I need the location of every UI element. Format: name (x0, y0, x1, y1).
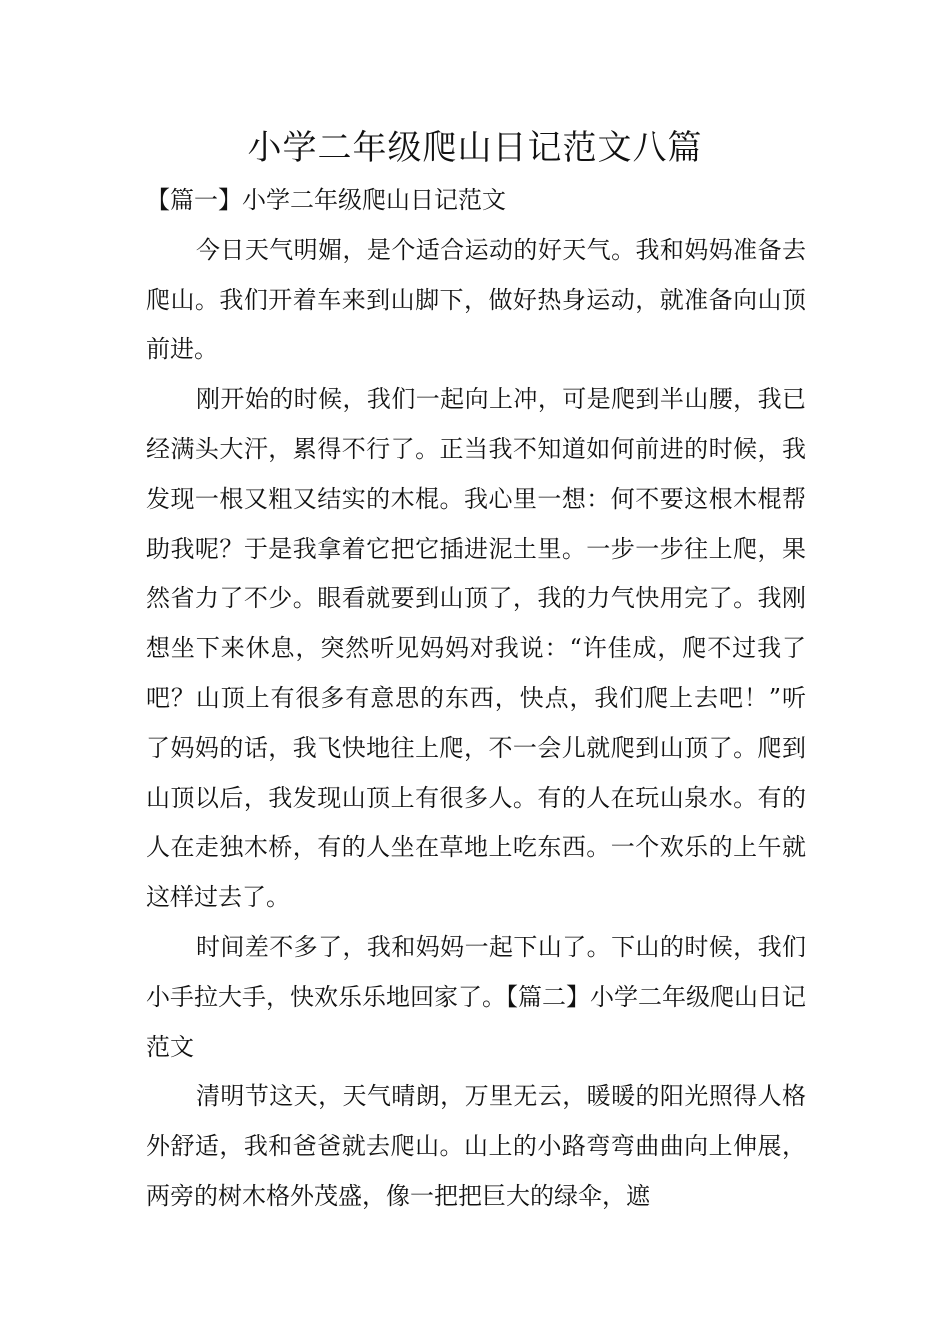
document-body (146, 176, 806, 1222)
paragraph: 刚开始的时候，我们一起向上冲，可是爬到半山腰，我已经满头大汗，累得不行了。正当我不知道如何前进的时候，我发现一根又粗又结实的木棍。我心里一想：何不要这根木棍帮助我呢？于是我拿着它把它插进泥土里。一步一步往上爬，果然省力了不少。眼看就要到山顶了，我的力气快用完了。我刚想坐下来休息，突然听见妈妈对我说：“许佳成，爬不过我了吧？山顶上有很多有意思的东西，快点，我们爬上去吧！”听了妈妈的话，我飞快地往上爬，不一会儿就爬到山顶了。爬到山顶以后，我发现山顶上有很多人。有的人在玩山泉水。有的人在走独木桥，有的人坐在草地上吃东西。一个欢乐的上午就这样过去了。 (146, 385, 806, 912)
paragraph: 清明节这天，天气晴朗，万里无云，暖暖的阳光照得人格外舒适，我和爸爸就去爬山。山上的小路弯弯曲曲向上伸展，两旁的树木格外茂盛，像一把把巨大的绿伞，遮 (146, 1082, 806, 1210)
document-title: 小学二年级爬山日记范文八篇 (247, 128, 703, 168)
paragraph: 时间差不多了，我和妈妈一起下山了。下山的时候，我们小手拉大手，快欢乐乐地回家了。【篇二】小学二年级爬山日记范文 (146, 932, 806, 1061)
paragraph: 今日天气明媚，是个适合运动的好天气。我和妈妈准备去爬山。我们开着车来到山脚下，做好热身运动，就准备向山顶前进。 (146, 235, 806, 364)
section-heading: 【篇一】小学二年级爬山日记范文 (146, 186, 506, 214)
